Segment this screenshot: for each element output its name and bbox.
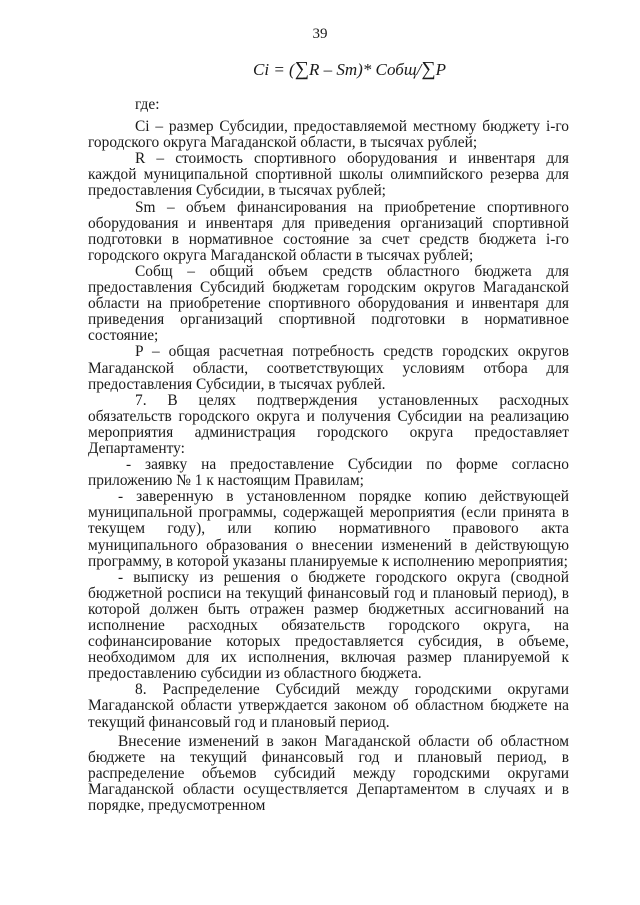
paragraph-amendments: Внесение изменений в закон Магаданской области об областном бюджете на текущий финансовый год и плановый период, в распределение объемов субсидий между городскими округами Магаданской области осуществляется Департаментом в случаях и в порядке, предусмотренном: [88, 732, 569, 815]
formula-sum-symbol-2: ∑: [421, 58, 436, 80]
list-item-program-copy: - заверенную в установленном порядке копию действующей муниципальной программы, содержащей мероприятия (если принята в текущем году), или копию нормативного правового акта муниципального образования о внесении изменений в действующую программу, в которой указаны планируемые к исполнению мероприятия;: [88, 488, 569, 570]
formula-part4: P: [435, 60, 447, 79]
paragraph-item-8: 8. Распределение Субсидий между городскими округами Магаданской области утверждается законом об областном бюджете на текущий финансовый год и плановый период.: [88, 681, 569, 731]
formula-part2: R – Sm: [308, 60, 358, 79]
formula-lhs: Ci: [253, 60, 270, 79]
list-item-budget-extract: - выписку из решения о бюджете городского округа (сводной бюджетной росписи на текущий финансовый год и плановый период), в которой должен быть отражен размер бюджетных ассигнований на исполнение расходных обязательств городского округа, на софинансирование которых предоставляется субсидия, в объеме, необходимом для их исполнения, включая размер планируемой к предоставлению субсидии из областного бюджета.: [88, 568, 569, 683]
formula-part1: = (: [273, 60, 295, 79]
page-number: 39: [312, 26, 328, 42]
paragraph-ci-definition: Ci – размер Субсидии, предоставляемой местному бюджету i-го городского округа Магаданской области, в тысячах рублей;: [88, 118, 569, 152]
paragraph-sm-definition: Sm – объем финансирования на приобретение спортивного оборудования и инвентаря для приведения организаций спортивной подготовки в нормативное состояние за счет средств бюджета i-го городского округа Магаданской области в тысячах рублей;: [88, 198, 569, 264]
formula-sum-symbol: ∑: [294, 58, 309, 80]
paragraph-sobsch-definition: Собщ – общий объем средств областного бюджета для предоставления Субсидий бюджетам городским округов Магаданской области на приобретение спортивного оборудования и инвентаря для приведения организаций спортивной подготовки в нормативное состояние;: [88, 262, 569, 345]
formula-part3: )* Собщ/: [357, 60, 422, 79]
list-item-application: - заявку на предоставление Субсидии по форме согласно приложению № 1 к настоящим Правилам;: [88, 456, 569, 490]
document-body: [88, 97, 569, 814]
paragraph-item-7: 7. В целях подтверждения установленных расходных обязательств городского округа и получения Субсидии на реализацию мероприятия администрация городского округа предоставляет Департаменту:: [88, 391, 569, 457]
paragraph-where: где:: [135, 96, 160, 113]
paragraph-p-definition: P – общая расчетная потребность средств городских округов Магаданской области, соответствующих условиям отбора для предоставления Субсидии, в тысячах рублей.: [88, 343, 569, 393]
paragraph-r-definition: R – стоимость спортивного оборудования и инвентаря для каждой муниципальной спортивной школы олимпийского резерва для предоставления Субсидии, в тысячах рублей;: [88, 150, 569, 200]
subsidy-formula: [253, 58, 446, 81]
